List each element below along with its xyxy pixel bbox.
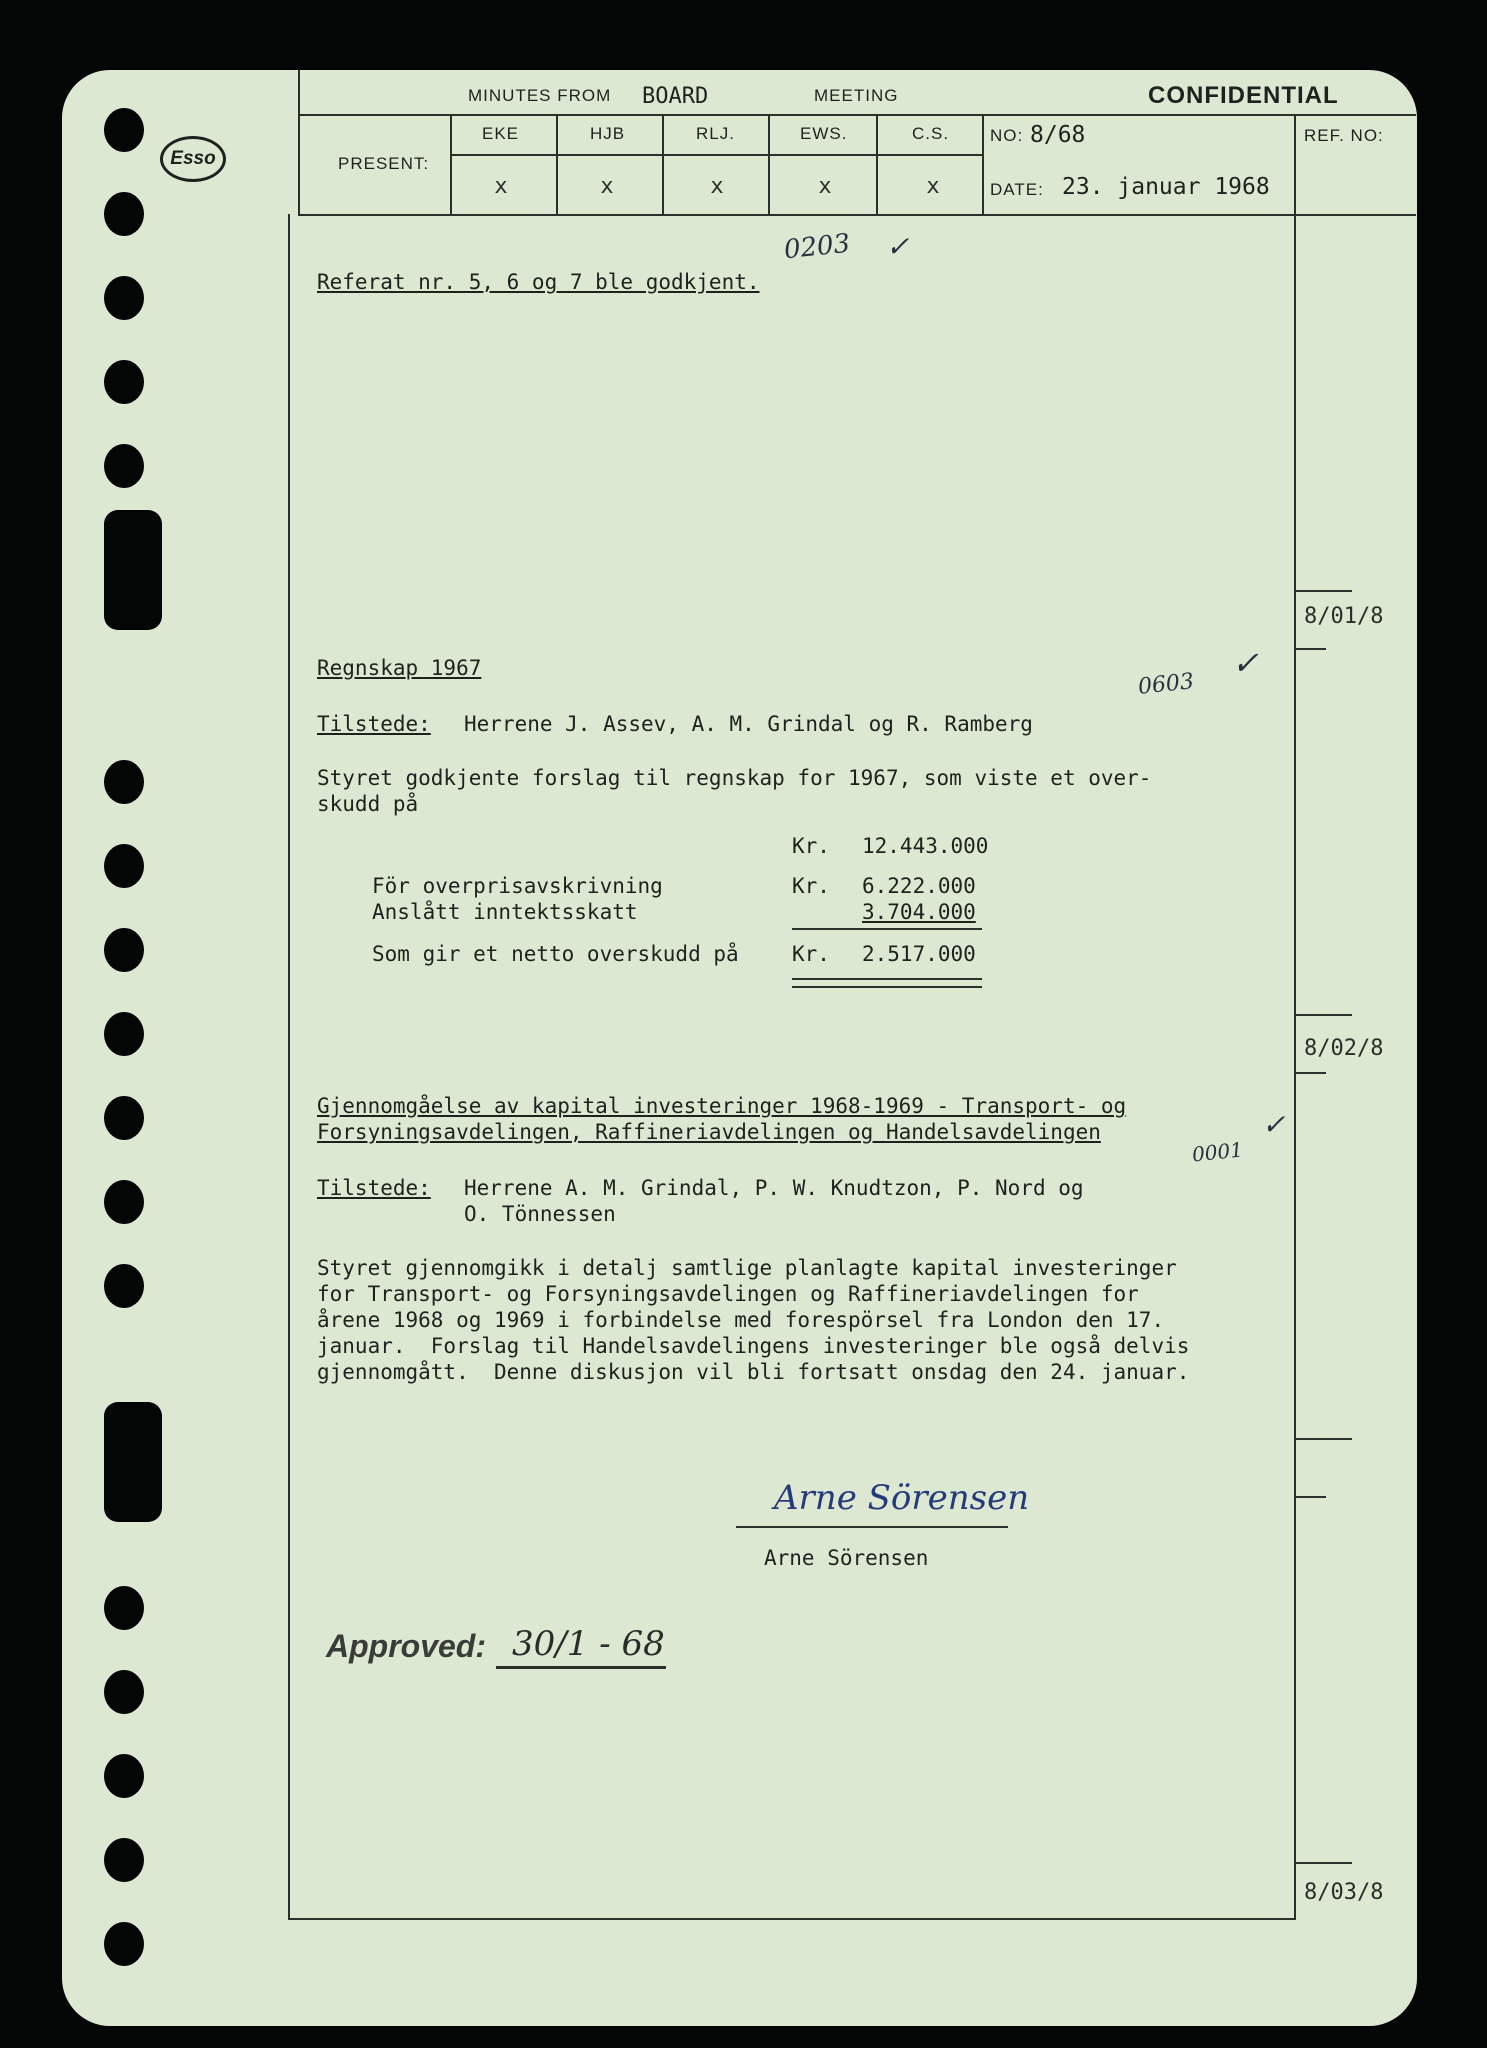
document-sheet xyxy=(62,70,1417,2026)
approved-stamp xyxy=(326,1628,486,1665)
handwritten-checkmark: ✓ xyxy=(1232,644,1259,682)
minutes-from-label: MINUTES FROM xyxy=(468,86,612,105)
date-label: DATE: xyxy=(990,180,1044,199)
attendee-initials: EKE xyxy=(482,124,520,143)
body-text: årene 1968 og 1969 i forbindelse med forespörsel fra London den 17. xyxy=(317,1308,1165,1332)
currency: Kr. xyxy=(792,874,830,898)
section-title: Regnskap 1967 xyxy=(317,656,482,680)
row-label: För overprisavskrivning xyxy=(372,874,663,898)
present-label: PRESENT: xyxy=(338,154,430,173)
body-text: for Transport- og Forsyningsavdelingen og Raffineriavdelingen for xyxy=(317,1282,1139,1306)
punch-hole xyxy=(104,760,144,804)
row-label: Som gir et netto overskudd på xyxy=(372,942,739,966)
attendee-initials: RLJ. xyxy=(696,124,735,143)
handwritten-code: 0603 xyxy=(1136,669,1196,700)
punch-hole xyxy=(104,108,144,152)
row-label: Anslått inntektsskatt xyxy=(372,900,638,924)
present-heading: Tilstede: xyxy=(317,712,431,736)
handwritten-checkmark: ✓ xyxy=(886,230,910,263)
punch-hole xyxy=(104,1586,144,1630)
punch-hole xyxy=(104,1670,144,1714)
handwritten-code: 0203 xyxy=(782,228,852,266)
ref-no-label: REF. NO: xyxy=(1304,126,1384,145)
body-text: gjennomgått. Denne diskusjon vil bli fortsatt onsdag den 24. januar. xyxy=(317,1360,1190,1384)
attendance-mark: x xyxy=(600,174,614,199)
present-members: O. Tönnessen xyxy=(464,1202,616,1226)
approval-date: 30/1 - 68 xyxy=(512,1624,665,1664)
reference-number: 8/01/8 xyxy=(1304,604,1384,629)
attendee-initials: C.S. xyxy=(912,124,950,143)
net-profit-amount: 2.517.000 xyxy=(862,942,976,966)
handwritten-code: 0001 xyxy=(1190,1137,1245,1167)
punch-hole xyxy=(104,1096,144,1140)
attendance-mark: x xyxy=(710,174,724,199)
present-members: Herrene A. M. Grindal, P. W. Knudtzon, P. Nord og xyxy=(464,1176,1084,1200)
punch-hole xyxy=(104,444,144,488)
amount: 6.222.000 xyxy=(862,874,976,898)
punch-hole xyxy=(104,1012,144,1056)
present-members: Herrene J. Assev, A. M. Grindal og R. Ramberg xyxy=(464,712,1033,736)
approval-of-previous-minutes: Referat nr. 5, 6 og 7 ble godkjent. xyxy=(317,270,760,294)
attendance-mark: x xyxy=(818,174,832,199)
handwritten-checkmark: ✓ xyxy=(1262,1108,1286,1141)
handwritten-signature: Arne Sörensen xyxy=(774,1478,1030,1518)
present-heading: Tilstede: xyxy=(317,1176,431,1200)
amount: 3.704.000 xyxy=(862,900,976,924)
body-text: Styret godkjente forslag til regnskap for 1967, som viste et over- xyxy=(317,766,1152,790)
punch-slot xyxy=(104,1402,162,1522)
section-title: Forsyningsavdelingen, Raffineriavdelingen og Handelsavdelingen xyxy=(317,1120,1101,1144)
punch-hole xyxy=(104,1264,144,1308)
punch-hole xyxy=(104,1754,144,1798)
punch-hole xyxy=(104,1922,144,1966)
punch-hole xyxy=(104,928,144,972)
signatory-name: Arne Sörensen xyxy=(764,1546,929,1570)
reference-number: 8/03/8 xyxy=(1304,1880,1384,1905)
reference-number: 8/02/8 xyxy=(1304,1036,1384,1061)
minutes-number: 8/68 xyxy=(1030,122,1086,148)
section-title: Gjennomgåelse av kapital investeringer 1968-1969 - Transport- og xyxy=(317,1094,1127,1118)
currency: Kr. xyxy=(792,834,830,858)
punch-hole xyxy=(104,1180,144,1224)
meeting-label: MEETING xyxy=(814,86,899,105)
attendance-mark: x xyxy=(494,174,508,199)
punch-slot xyxy=(104,510,162,630)
punch-hole xyxy=(104,360,144,404)
punch-hole xyxy=(104,276,144,320)
esso-logo: Esso xyxy=(160,136,226,182)
attendee-initials: HJB xyxy=(590,124,626,143)
double-underline xyxy=(792,978,982,988)
meeting-date: 23. januar 1968 xyxy=(1062,174,1270,200)
amount: 12.443.000 xyxy=(862,834,989,858)
punch-hole xyxy=(104,192,144,236)
punch-hole xyxy=(104,844,144,888)
minutes-from-value: BOARD xyxy=(642,84,709,109)
number-label: NO: xyxy=(990,126,1024,145)
body-text: januar. Forslag til Handelsavdelingens investeringer ble også delvis xyxy=(317,1334,1190,1358)
approved-label: Approved: xyxy=(326,1628,486,1664)
body-text: Styret gjennomgikk i detalj samtlige planlagte kapital investeringer xyxy=(317,1256,1177,1280)
punch-hole xyxy=(104,1838,144,1882)
confidential-stamp: CONFIDENTIAL xyxy=(1148,82,1339,109)
body-text: skudd på xyxy=(317,792,419,816)
attendee-initials: EWS. xyxy=(800,124,848,143)
attendance-mark: x xyxy=(926,174,940,199)
currency: Kr. xyxy=(792,942,830,966)
